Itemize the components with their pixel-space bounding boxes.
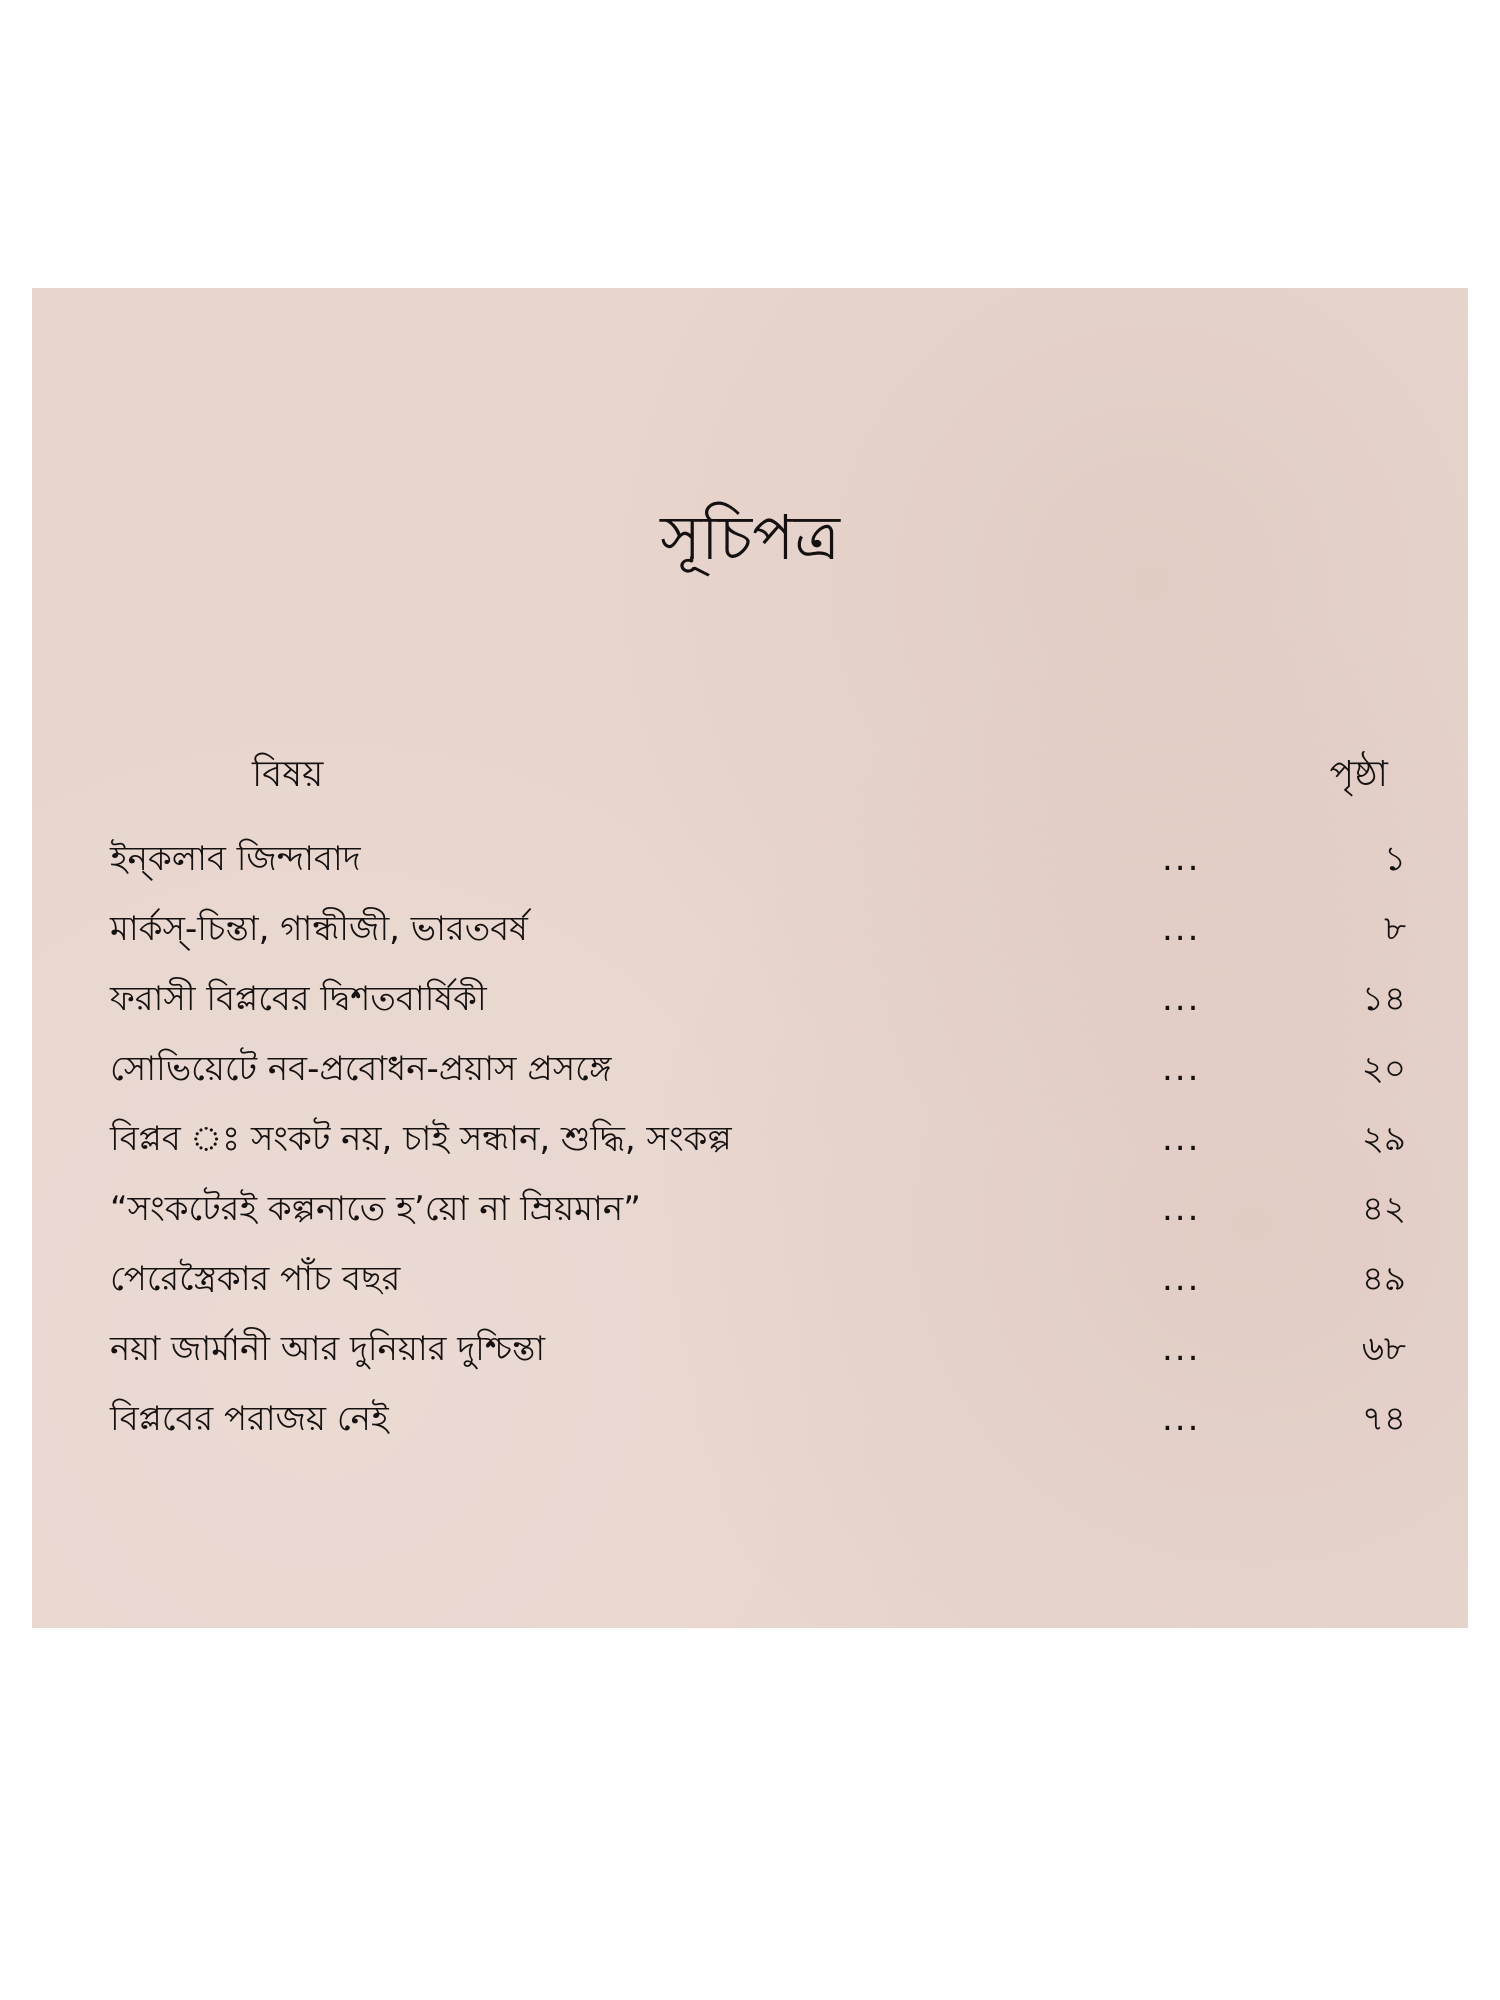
- toc-leader-dots: ...: [1162, 1049, 1201, 1089]
- toc-entry: [82, 833, 1412, 903]
- toc-entry-title: মার্কস্-চিন্তা, গান্ধীজী, ভারতবর্ষ: [110, 909, 528, 949]
- toc-entry-title: “সংকটেরই কল্পনাতে হ’য়ো না ম্রিয়মান”: [110, 1189, 641, 1229]
- toc-page-number: ৪২: [1361, 1189, 1406, 1229]
- toc-leader-dots: ...: [1162, 1119, 1201, 1159]
- toc-entry: [82, 1113, 1412, 1183]
- toc-leader-dots: ...: [1162, 1329, 1201, 1369]
- toc-entry: [82, 1393, 1412, 1463]
- table-of-contents: [82, 833, 1412, 1463]
- page-title: সূচিপত্র: [660, 501, 840, 574]
- toc-leader-dots: ...: [1162, 1259, 1201, 1299]
- toc-entry: [82, 973, 1412, 1043]
- toc-page-number: ২৯: [1361, 1119, 1406, 1159]
- toc-entry-title: ইন্‌কলাব জিন্দাবাদ: [110, 839, 361, 879]
- toc-page-number: ৪৯: [1361, 1259, 1406, 1299]
- subject-column-header: বিষয়: [252, 754, 324, 795]
- toc-page-number: ১৪: [1361, 979, 1406, 1019]
- toc-page-number: ২০: [1361, 1049, 1406, 1089]
- toc-page-number: ১: [1383, 839, 1406, 879]
- toc-entry-title: পেরেস্ত্রৈকার পাঁচ বছর: [110, 1259, 401, 1299]
- toc-entry: [82, 1253, 1412, 1323]
- toc-leader-dots: ...: [1162, 1189, 1201, 1229]
- toc-page-number: ৭৪: [1361, 1399, 1406, 1439]
- toc-entry: [82, 1323, 1412, 1393]
- page-column-header: পৃষ্ঠা: [1329, 754, 1388, 795]
- toc-entry: [82, 1183, 1412, 1253]
- toc-entry-title: সোভিয়েটে নব-প্রবোধন-প্রয়াস প্রসঙ্গে: [110, 1049, 612, 1089]
- toc-entry-title: নয়া জার্মানী আর দুনিয়ার দুশ্চিন্তা: [110, 1329, 546, 1369]
- toc-page-number: ৬৮: [1361, 1329, 1406, 1369]
- toc-entry-title: বিপ্লব ঃ সংকট নয়, চাই সন্ধান, শুদ্ধি, সংকল্প: [110, 1119, 732, 1159]
- toc-entry: [82, 903, 1412, 973]
- toc-leader-dots: ...: [1162, 979, 1201, 1019]
- toc-entry-title: ফরাসী বিপ্লবের দ্বিশতবার্ষিকী: [110, 979, 487, 1019]
- toc-entry-title: বিপ্লবের পরাজয় নেই: [110, 1399, 389, 1439]
- scanned-page: [32, 288, 1468, 1628]
- toc-leader-dots: ...: [1162, 839, 1201, 879]
- toc-leader-dots: ...: [1162, 1399, 1201, 1439]
- toc-leader-dots: ...: [1162, 909, 1201, 949]
- toc-page-number: ৮: [1383, 909, 1406, 949]
- toc-entry: [82, 1043, 1412, 1113]
